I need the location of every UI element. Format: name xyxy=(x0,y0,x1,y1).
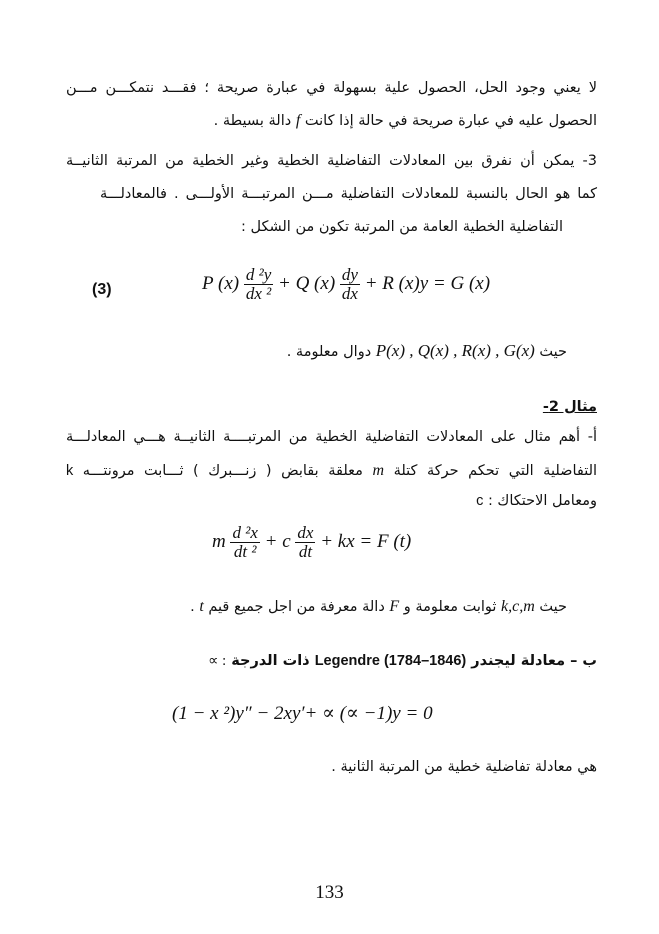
text-segment: ذات الدرجة xyxy=(231,653,310,669)
fraction-dy-dx xyxy=(340,266,360,303)
point3-line1: 3- يمكن أن نفرق بين المعادلات التفاضلية الخطية وغير الخطية من المرتبة الثانيــة xyxy=(66,153,597,169)
text-segment: ب – معادلة ليجندر xyxy=(471,653,597,669)
eq-term: + kx = F (t) xyxy=(320,530,412,552)
page-number: 133 xyxy=(315,882,344,903)
denominator: dx xyxy=(341,284,358,303)
example2-lineA2 xyxy=(66,462,597,480)
text-segment: معلقة بقابض ( زنـــبرك ) ثـــابت مرونتـــه xyxy=(82,463,363,479)
eq-term: P (x) xyxy=(202,272,240,294)
eq-term: + c xyxy=(264,530,291,552)
function-list: P(x) , Q(x) , R(x) , G(x) xyxy=(375,341,535,360)
eq-term: + Q (x) xyxy=(278,272,336,294)
text-segment: ثوابت معلومة و xyxy=(403,599,497,615)
variable-f: f xyxy=(295,112,301,129)
where1-line xyxy=(287,341,567,361)
variable-k: k xyxy=(66,463,74,479)
numerator: d ²y xyxy=(245,265,272,284)
denominator: dt xyxy=(298,542,313,561)
example2-heading: مثال 2- xyxy=(542,399,597,415)
equation-3 xyxy=(202,266,490,303)
text-segment: التفاضلية التي تحكم حركة كتلة xyxy=(393,463,598,479)
fraction-d2y-dx2 xyxy=(244,266,273,303)
text-segment: . xyxy=(190,599,195,615)
eq-term: m xyxy=(212,530,226,552)
text-segment: دالة بسيطة . xyxy=(213,113,292,129)
paragraph1-line1: لا يعني وجود الحل، الحصول علية بسهولة في عبارة صريحة ؛ فقـــد نتمكـــن مـــن xyxy=(66,80,597,96)
equation-number: (3) xyxy=(92,281,112,298)
text-segment: دوال معلومة . xyxy=(286,344,372,360)
where2-line xyxy=(190,598,567,616)
equation-spring xyxy=(212,524,411,561)
paragraph1-line2 xyxy=(214,112,597,130)
numerator: dx xyxy=(297,523,314,542)
variables-kcm: k,c,m xyxy=(501,598,535,615)
legendre-name: Legendre (1784–1846) xyxy=(314,653,467,669)
variable-F: F xyxy=(389,598,400,615)
point3-line2: كما هو الحال بالنسبة للمعادلات التفاضلية مـــن المرتبـــة الأولـــى . فالمعادلـــة xyxy=(100,186,597,202)
legendre-heading xyxy=(208,653,597,670)
point3-line3: التفاضلية الخطية العامة من المرتبة تكون من الشكل : xyxy=(240,219,563,235)
denominator: dt ² xyxy=(233,542,257,561)
alpha-symbol: ∝ : xyxy=(208,653,227,669)
text-segment: حيث xyxy=(539,599,567,615)
variable-m: m xyxy=(372,462,385,479)
fraction-dx-dt xyxy=(295,524,315,561)
text-segment: دالة معرفة من اجل جميع قيم xyxy=(208,599,385,615)
example2-lineA3 xyxy=(476,493,597,509)
text-segment: ومعامل الاحتكاك : xyxy=(487,493,597,509)
eq-term: + R (x)y = G (x) xyxy=(364,272,491,294)
variable-c: c xyxy=(476,493,484,509)
fraction-d2x-dt2 xyxy=(230,524,259,561)
text-segment: الحصول عليه في عبارة صريحة في حالة إذا كانت xyxy=(304,113,597,129)
equation-legendre: (1 − x ²)y″ − 2xy′+ ∝ (∝ −1)y = 0 xyxy=(172,703,433,724)
legendre-conclusion: هي معادلة تفاضلية خطية من المرتبة الثانية . xyxy=(331,759,597,775)
variable-t: t xyxy=(199,598,204,615)
numerator: dy xyxy=(341,265,358,284)
denominator: dx ² xyxy=(245,284,272,303)
example2-lineA1: أ- أهم مثال على المعادلات التفاضلية الخطية من المرتبــــة الثانيــة هـــي المعادلـــة xyxy=(66,429,597,445)
text-segment: حيث xyxy=(539,344,567,360)
numerator: d ²x xyxy=(232,523,258,542)
